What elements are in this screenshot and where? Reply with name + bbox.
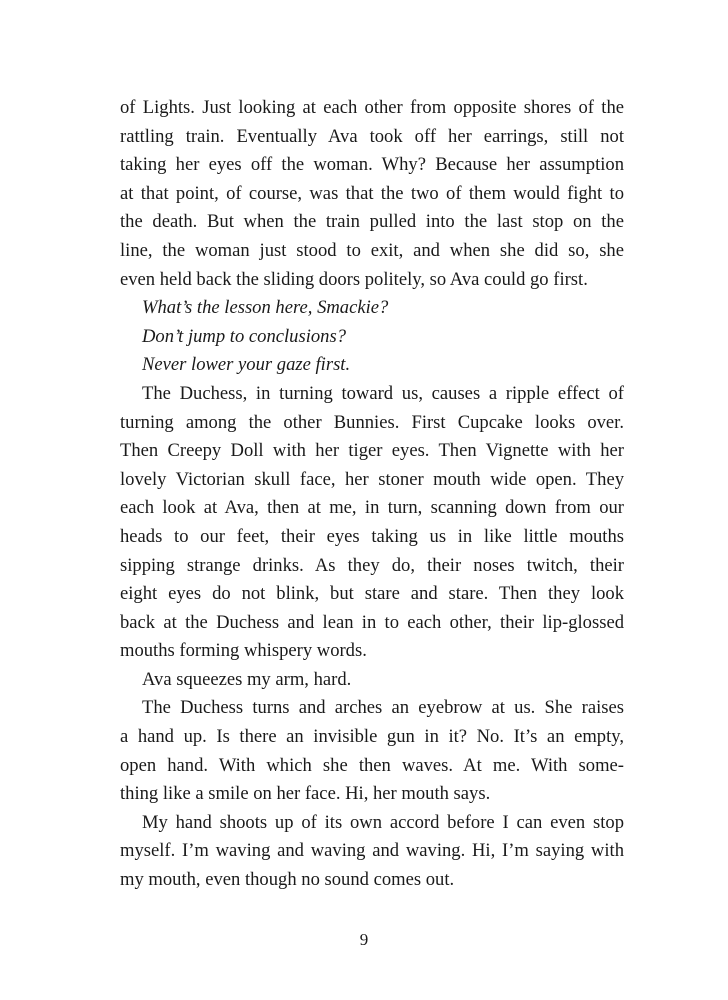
text-line: rattling train. Eventually Ava took off her earrings, still not	[120, 125, 624, 147]
text-line: open hand. With which she then waves. At me. With some-	[120, 754, 624, 776]
italic-text-line: Don’t jump to conclusions?	[142, 325, 347, 347]
text-line: Ava squeezes my arm, hard.	[142, 668, 352, 690]
text-line: each look at Ava, then at me, in turn, scanning down from our	[120, 497, 624, 519]
text-line: back at the Duchess and lean in to each other, their lip-glossed	[120, 611, 624, 633]
text-line: The Duchess, in turning toward us, causes a ripple effect of	[142, 382, 624, 404]
italic-text-line: What’s the lesson here, Smackie?	[142, 297, 389, 319]
text-line: myself. I’m waving and waving and waving. Hi, I’m saying with	[120, 840, 624, 862]
text-line: thing like a smile on her face. Hi, her mouth says.	[120, 783, 491, 805]
text-line: of Lights. Just looking at each other from opposite shores of the	[120, 97, 624, 118]
text-line: a hand up. Is there an invisible gun in it? No. It’s an empty,	[120, 726, 624, 748]
text-line: heads to our feet, their eyes taking us in like little mouths	[120, 525, 624, 547]
italic-text-line: Never lower your gaze first.	[142, 354, 351, 376]
body-text	[120, 94, 624, 895]
text-line: my mouth, even though no sound comes out.	[120, 869, 455, 891]
text-line: mouths forming whispery words.	[120, 640, 367, 662]
text-line: line, the woman just stood to exit, and when she did so, she	[120, 239, 624, 261]
page-number: 9	[359, 930, 369, 949]
text-line: sipping strange drinks. As they do, their noses twitch, their	[120, 554, 624, 576]
text-line: taking her eyes off the woman. Why? Because her assumption	[120, 154, 624, 176]
text-line: even held back the sliding doors politely, so Ava could go first.	[120, 268, 588, 290]
text-line: the death. But when the train pulled into the last stop on the	[120, 211, 624, 233]
text-line: at that point, of course, was that the two of them would fight to	[120, 182, 624, 204]
text-line: My hand shoots up of its own accord before I can even stop	[142, 811, 624, 833]
text-line: Then Creepy Doll with her tiger eyes. Then Vignette with her	[120, 440, 624, 462]
text-line: The Duchess turns and arches an eyebrow at us. She raises	[142, 697, 624, 719]
text-line: eight eyes do not blink, but stare and stare. Then they look	[120, 583, 624, 605]
text-line: lovely Victorian skull face, her stoner mouth wide open. They	[120, 468, 624, 490]
text-line: turning among the other Bunnies. First Cupcake looks over.	[120, 411, 624, 433]
